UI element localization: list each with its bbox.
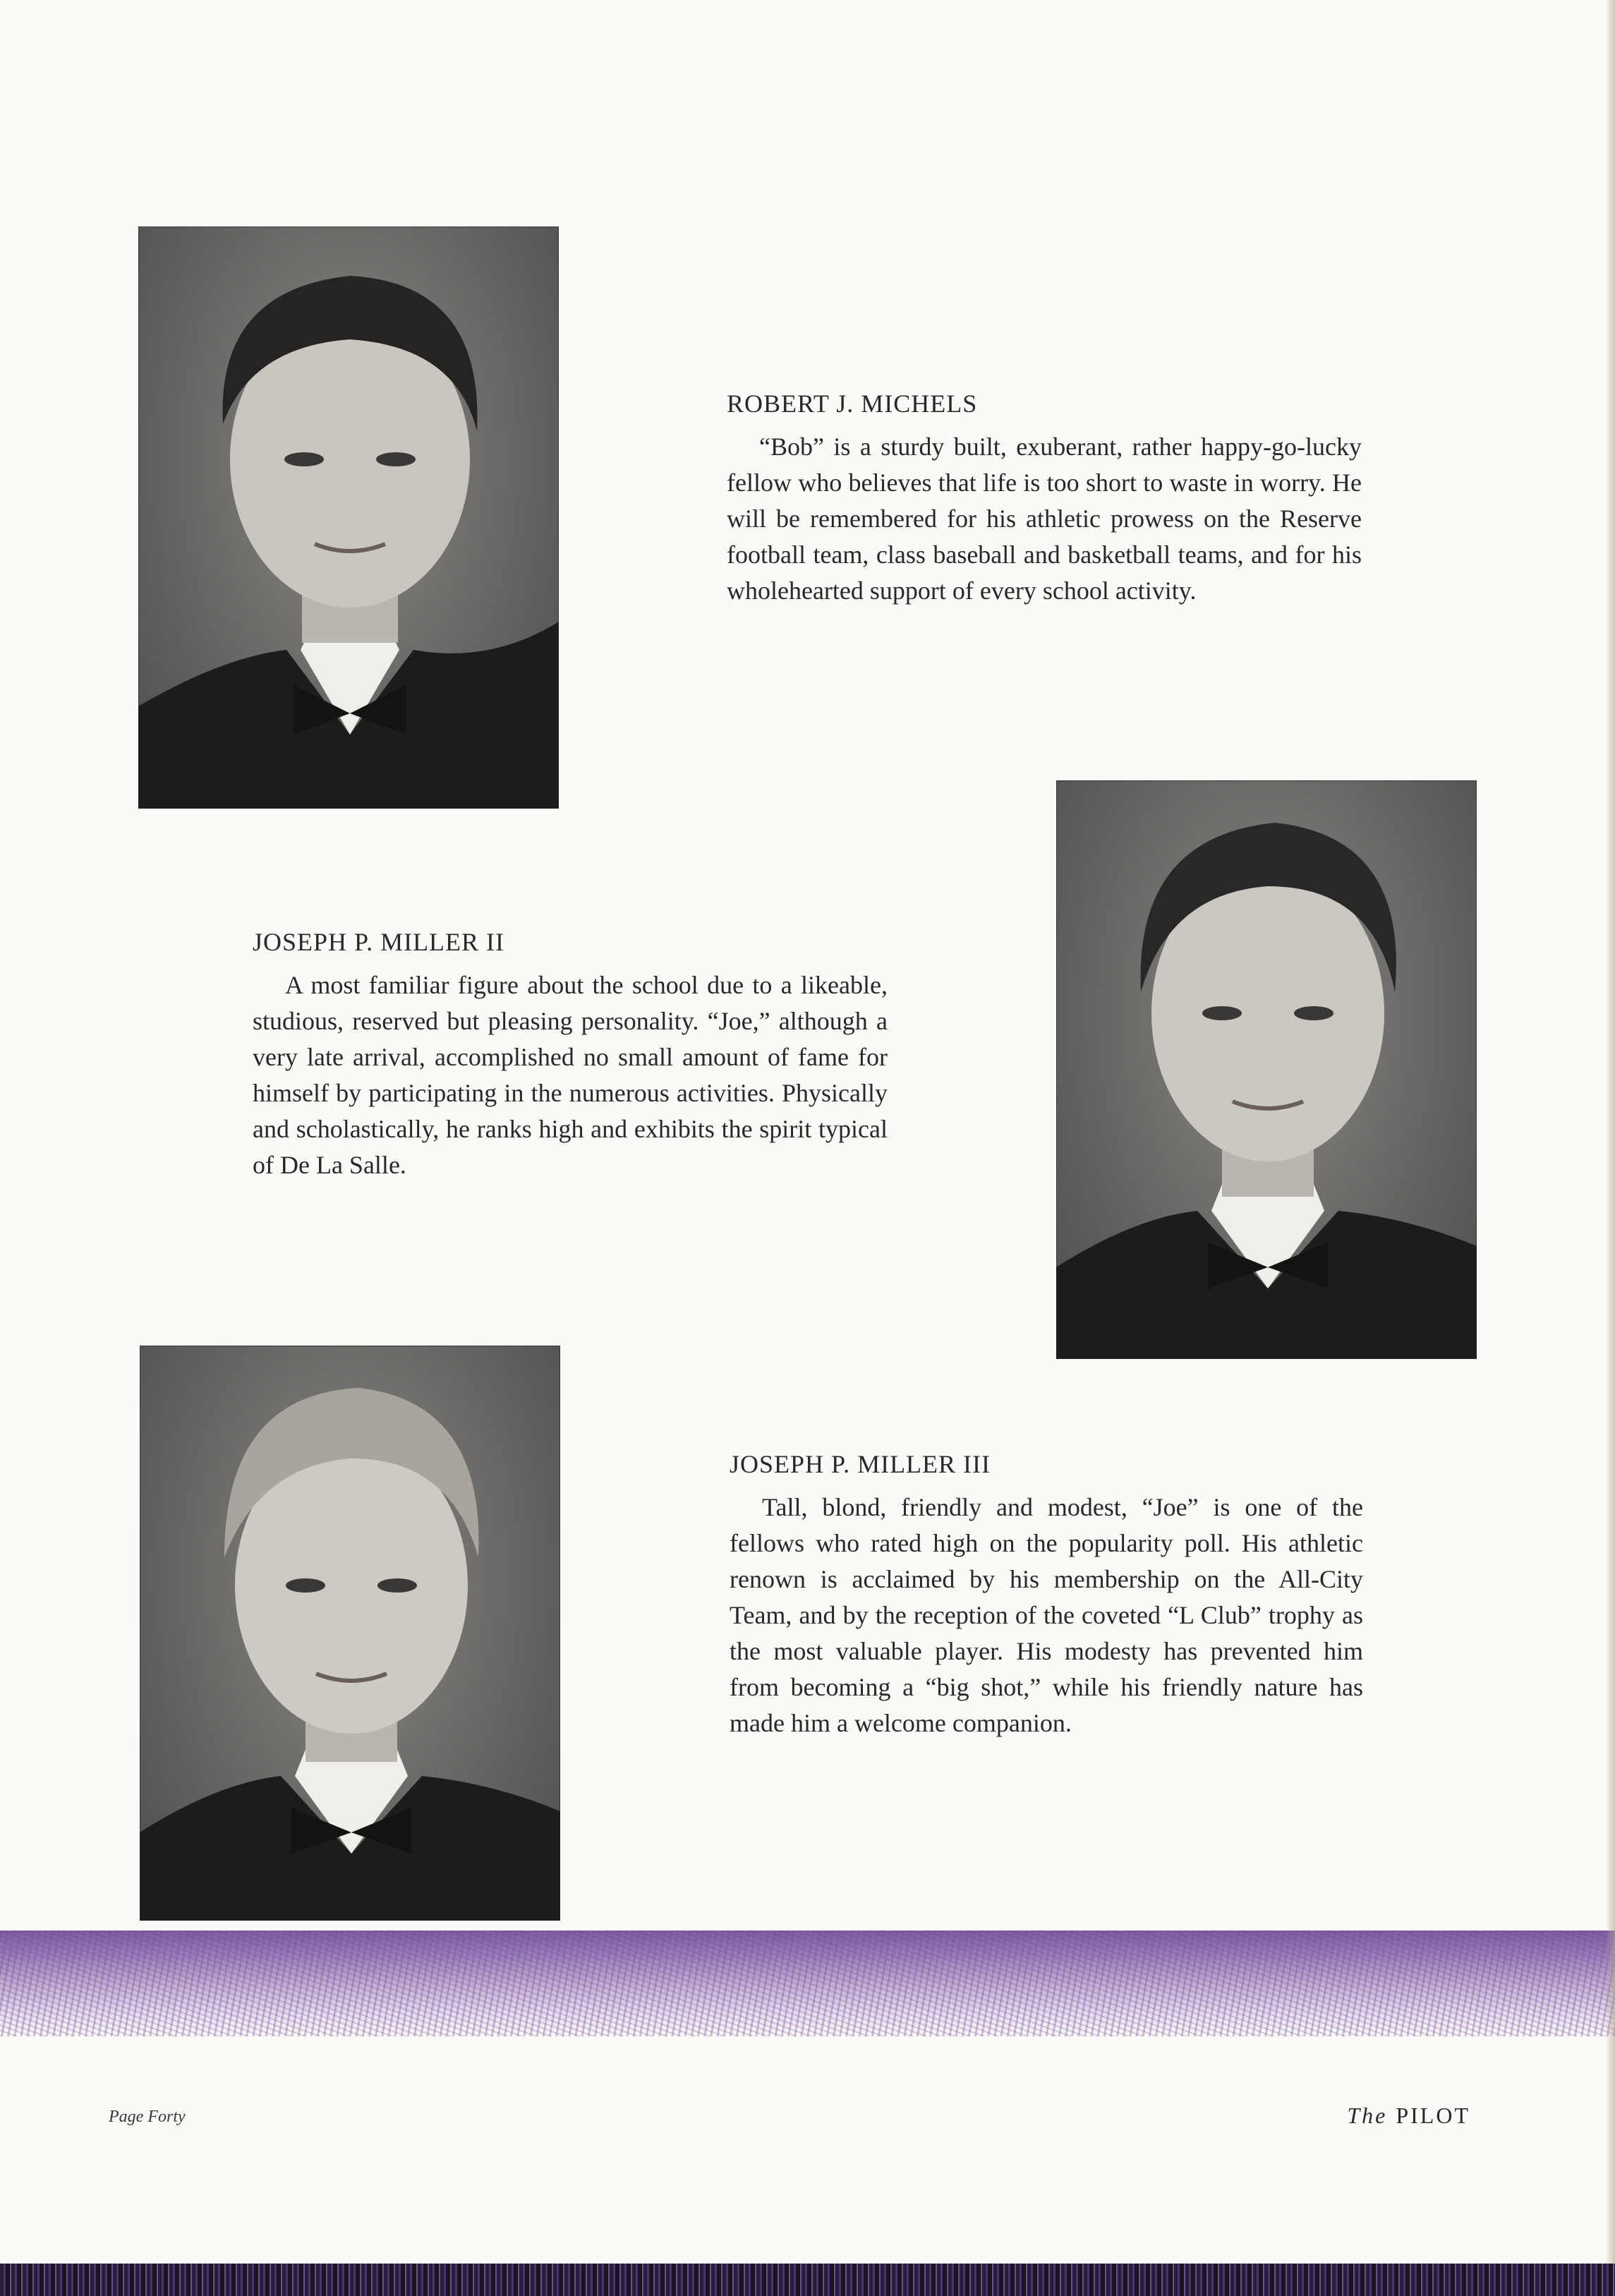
page-edge bbox=[1605, 0, 1615, 2264]
portrait-image bbox=[138, 226, 559, 809]
scan-edge-strip bbox=[0, 2264, 1615, 2296]
page-number: Page Forty bbox=[109, 2108, 186, 2126]
publication-article: The bbox=[1347, 2103, 1388, 2128]
student-bio: Tall, blond, friendly and modest, “Joe” is one of the fellows who rated high on the popularity poll. His athletic renown is acclaimed by his membership on the All-City Team, and by the reception of the coveted “L Club” trophy as the most valuable player. His modesty has prevented him from becoming a “big shot,” while his friendly nature has made him a welcome companion. bbox=[730, 1493, 1363, 1737]
decorative-band bbox=[0, 1931, 1615, 2036]
student-name: JOSEPH P. MILLER II bbox=[253, 928, 505, 956]
student-bio: A most familiar figure about the school due to a likeable, studious, reserved but pleasing personality. “Joe,” although a very late arrival, accomplished no small amount of fame for himself by participating in the numerous activities. Physically and scholastically, he ranks high and exhibits the spirit typical of De La Salle. bbox=[253, 971, 888, 1179]
portrait-joseph-miller-iii bbox=[140, 1346, 560, 1921]
student-name: ROBERT J. MICHELS bbox=[727, 389, 978, 418]
bio-robert-michels bbox=[727, 386, 1362, 609]
student-bio: “Bob” is a sturdy built, exuberant, rather happy-go-lucky fellow who believes that life is too short to waste in worry. He will be remembered for his athletic prowess on the Reserve football team, class baseball and basketball teams, and for his wholehearted support of every school activity. bbox=[727, 433, 1362, 605]
bio-joseph-miller-iii bbox=[730, 1446, 1363, 1741]
portrait-joseph-miller-ii bbox=[1056, 780, 1477, 1359]
publication-name: PILOT bbox=[1396, 2103, 1470, 2128]
publication-title bbox=[1347, 2103, 1470, 2129]
portrait-robert-michels bbox=[138, 226, 559, 809]
portrait-image bbox=[1056, 780, 1477, 1359]
student-name: JOSEPH P. MILLER III bbox=[730, 1450, 991, 1478]
bio-joseph-miller-ii bbox=[253, 924, 888, 1183]
portrait-image bbox=[140, 1346, 560, 1921]
